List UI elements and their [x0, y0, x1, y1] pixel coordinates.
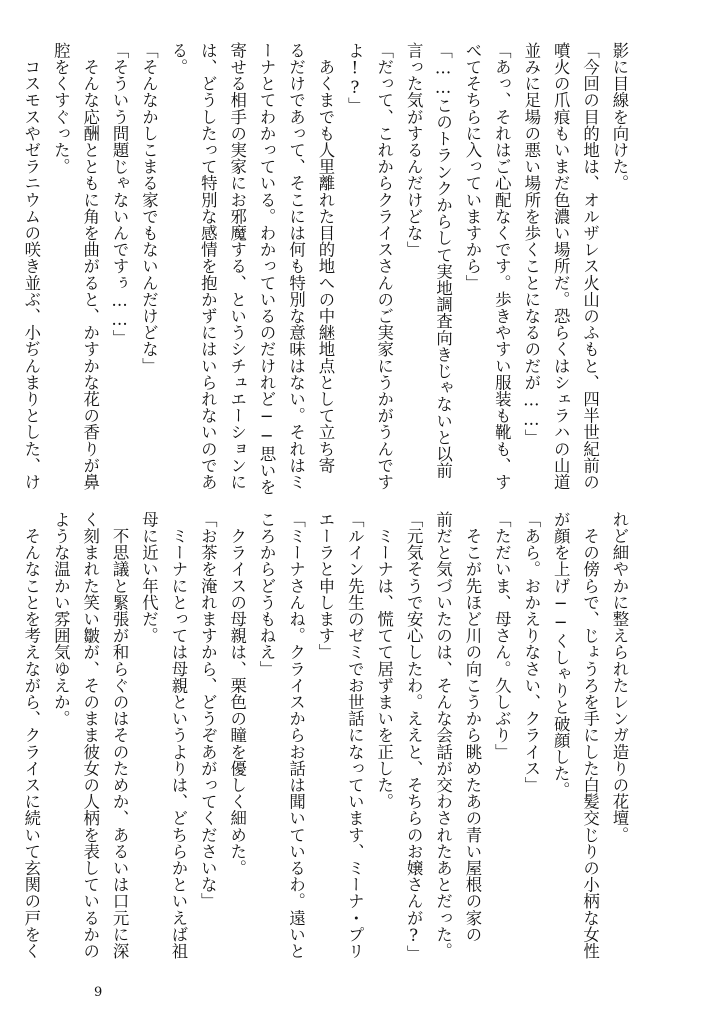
text-line: べてそちらに入っていますから」 — [462, 42, 482, 291]
text-line: そんな応酬とともに角を曲がると、かすかな花の香りが鼻 — [80, 42, 100, 491]
text-line: ミーナは、慌てて居ずまいを正した。 — [374, 511, 394, 810]
text-line: 「あら。おかえりなさい、クライス」 — [521, 511, 541, 794]
text-line: そこが先ほど川の向こうから眺めたあの青い屋根の家の — [462, 511, 482, 943]
text-line: 並みに足場の悪い場所を歩くことになるのだが……」 — [521, 42, 541, 446]
text-line: 不思議と緊張が和らぐのはそのためか、あるいは口元に深 — [110, 511, 130, 960]
text-line: エーラと申します」 — [315, 511, 335, 661]
text-line: 「あっ、それはご心配なくです。歩きやすい服装も靴も、す — [492, 42, 512, 491]
text-line: 「そんなかしこまる家でもないんだけどな」 — [139, 42, 159, 374]
text-line: ような温かい雰囲気ゆえか。 — [51, 511, 71, 727]
text-line: 噴火の爪痕もいまだ色濃い場所だ。恐らくはシェラハの山道 — [551, 42, 571, 491]
text-line: る。 — [168, 42, 188, 76]
text-line: 「ただいま、母さん。久しぶり」 — [492, 511, 512, 760]
text-line: そんなことを考えながら、クライスに続いて玄関の戸をく — [21, 511, 41, 960]
text-line: 寄せる相手の実家にお邪魔する、というシチュエーションに — [227, 42, 247, 491]
text-line: 「ルイン先生のゼミでお世話になっています、ミーナ・プリ — [345, 511, 365, 960]
upper-text-block — [16, 42, 634, 496]
text-line: 前だと気づいたのは、そんな会話が交わされたあとだった。 — [433, 511, 453, 960]
text-line: 「だって、これからクライスさんのご実家にうかがうんです — [374, 42, 394, 491]
text-line: るだけであって、そこには何も特別な意味はない。それはミ — [286, 42, 306, 491]
text-line: く刻まれた笑い皺が、そのまま彼女の人柄を表しているかの — [80, 511, 100, 960]
text-line: あくまでも人里離れた目的地への中継地点として立ち寄 — [315, 42, 335, 474]
text-line: ころからどうもねえ」 — [257, 511, 277, 677]
text-line: 「元気そうで安心したわ。ええと、そちらのお嬢さんが?」 — [404, 511, 424, 962]
text-line: よ!?」 — [345, 42, 365, 114]
text-line: は、どうしたって特別な感情を抱かずにはいられないのであ — [198, 42, 218, 491]
text-line: 「……このトランクからして実地調査向きじゃないと以前 — [433, 42, 453, 479]
page-number: 9 — [94, 985, 103, 1000]
text-line: 母に近い年代だ。 — [139, 511, 159, 644]
text-line: れど細やかに整えられたレンガ造りの花壇。 — [610, 511, 629, 843]
text-line: コスモスやゼラニウムの咲き並ぶ、小ぢんまりとした、け — [21, 42, 41, 491]
lower-text-block — [16, 511, 634, 962]
text-line: が顔を上げ──くしゃりと破顔した。 — [551, 511, 571, 799]
text-line: その傍らで、じょうろを手にした白髪交じりの小柄な女性 — [580, 511, 600, 960]
text-line: クライスの母親は、栗色の瞳を優しく細めた。 — [227, 511, 247, 877]
text-line: 「お茶を淹れますから、どうぞあがってくださいな」 — [198, 511, 218, 910]
text-line: ーナとてわかっている。わかっているのだけれど──思いを — [257, 42, 277, 496]
text-line: 言った気がするんだけどな」 — [404, 42, 424, 258]
text-line: 腔をくすぐった。 — [51, 42, 71, 175]
text-line: 「今回の目的地は、オルザレス火山のふもと、四半世紀前の — [580, 42, 600, 491]
text-line: 「ミーナさんね。クライスからお話は聞いているわ。遠いと — [286, 511, 306, 960]
text-line: ミーナにとっては母親というよりは、どちらかといえば祖 — [168, 511, 188, 960]
text-line: 影に目線を向けた。 — [610, 42, 629, 192]
text-line: 「そういう問題じゃないんですぅ……」 — [110, 42, 130, 346]
